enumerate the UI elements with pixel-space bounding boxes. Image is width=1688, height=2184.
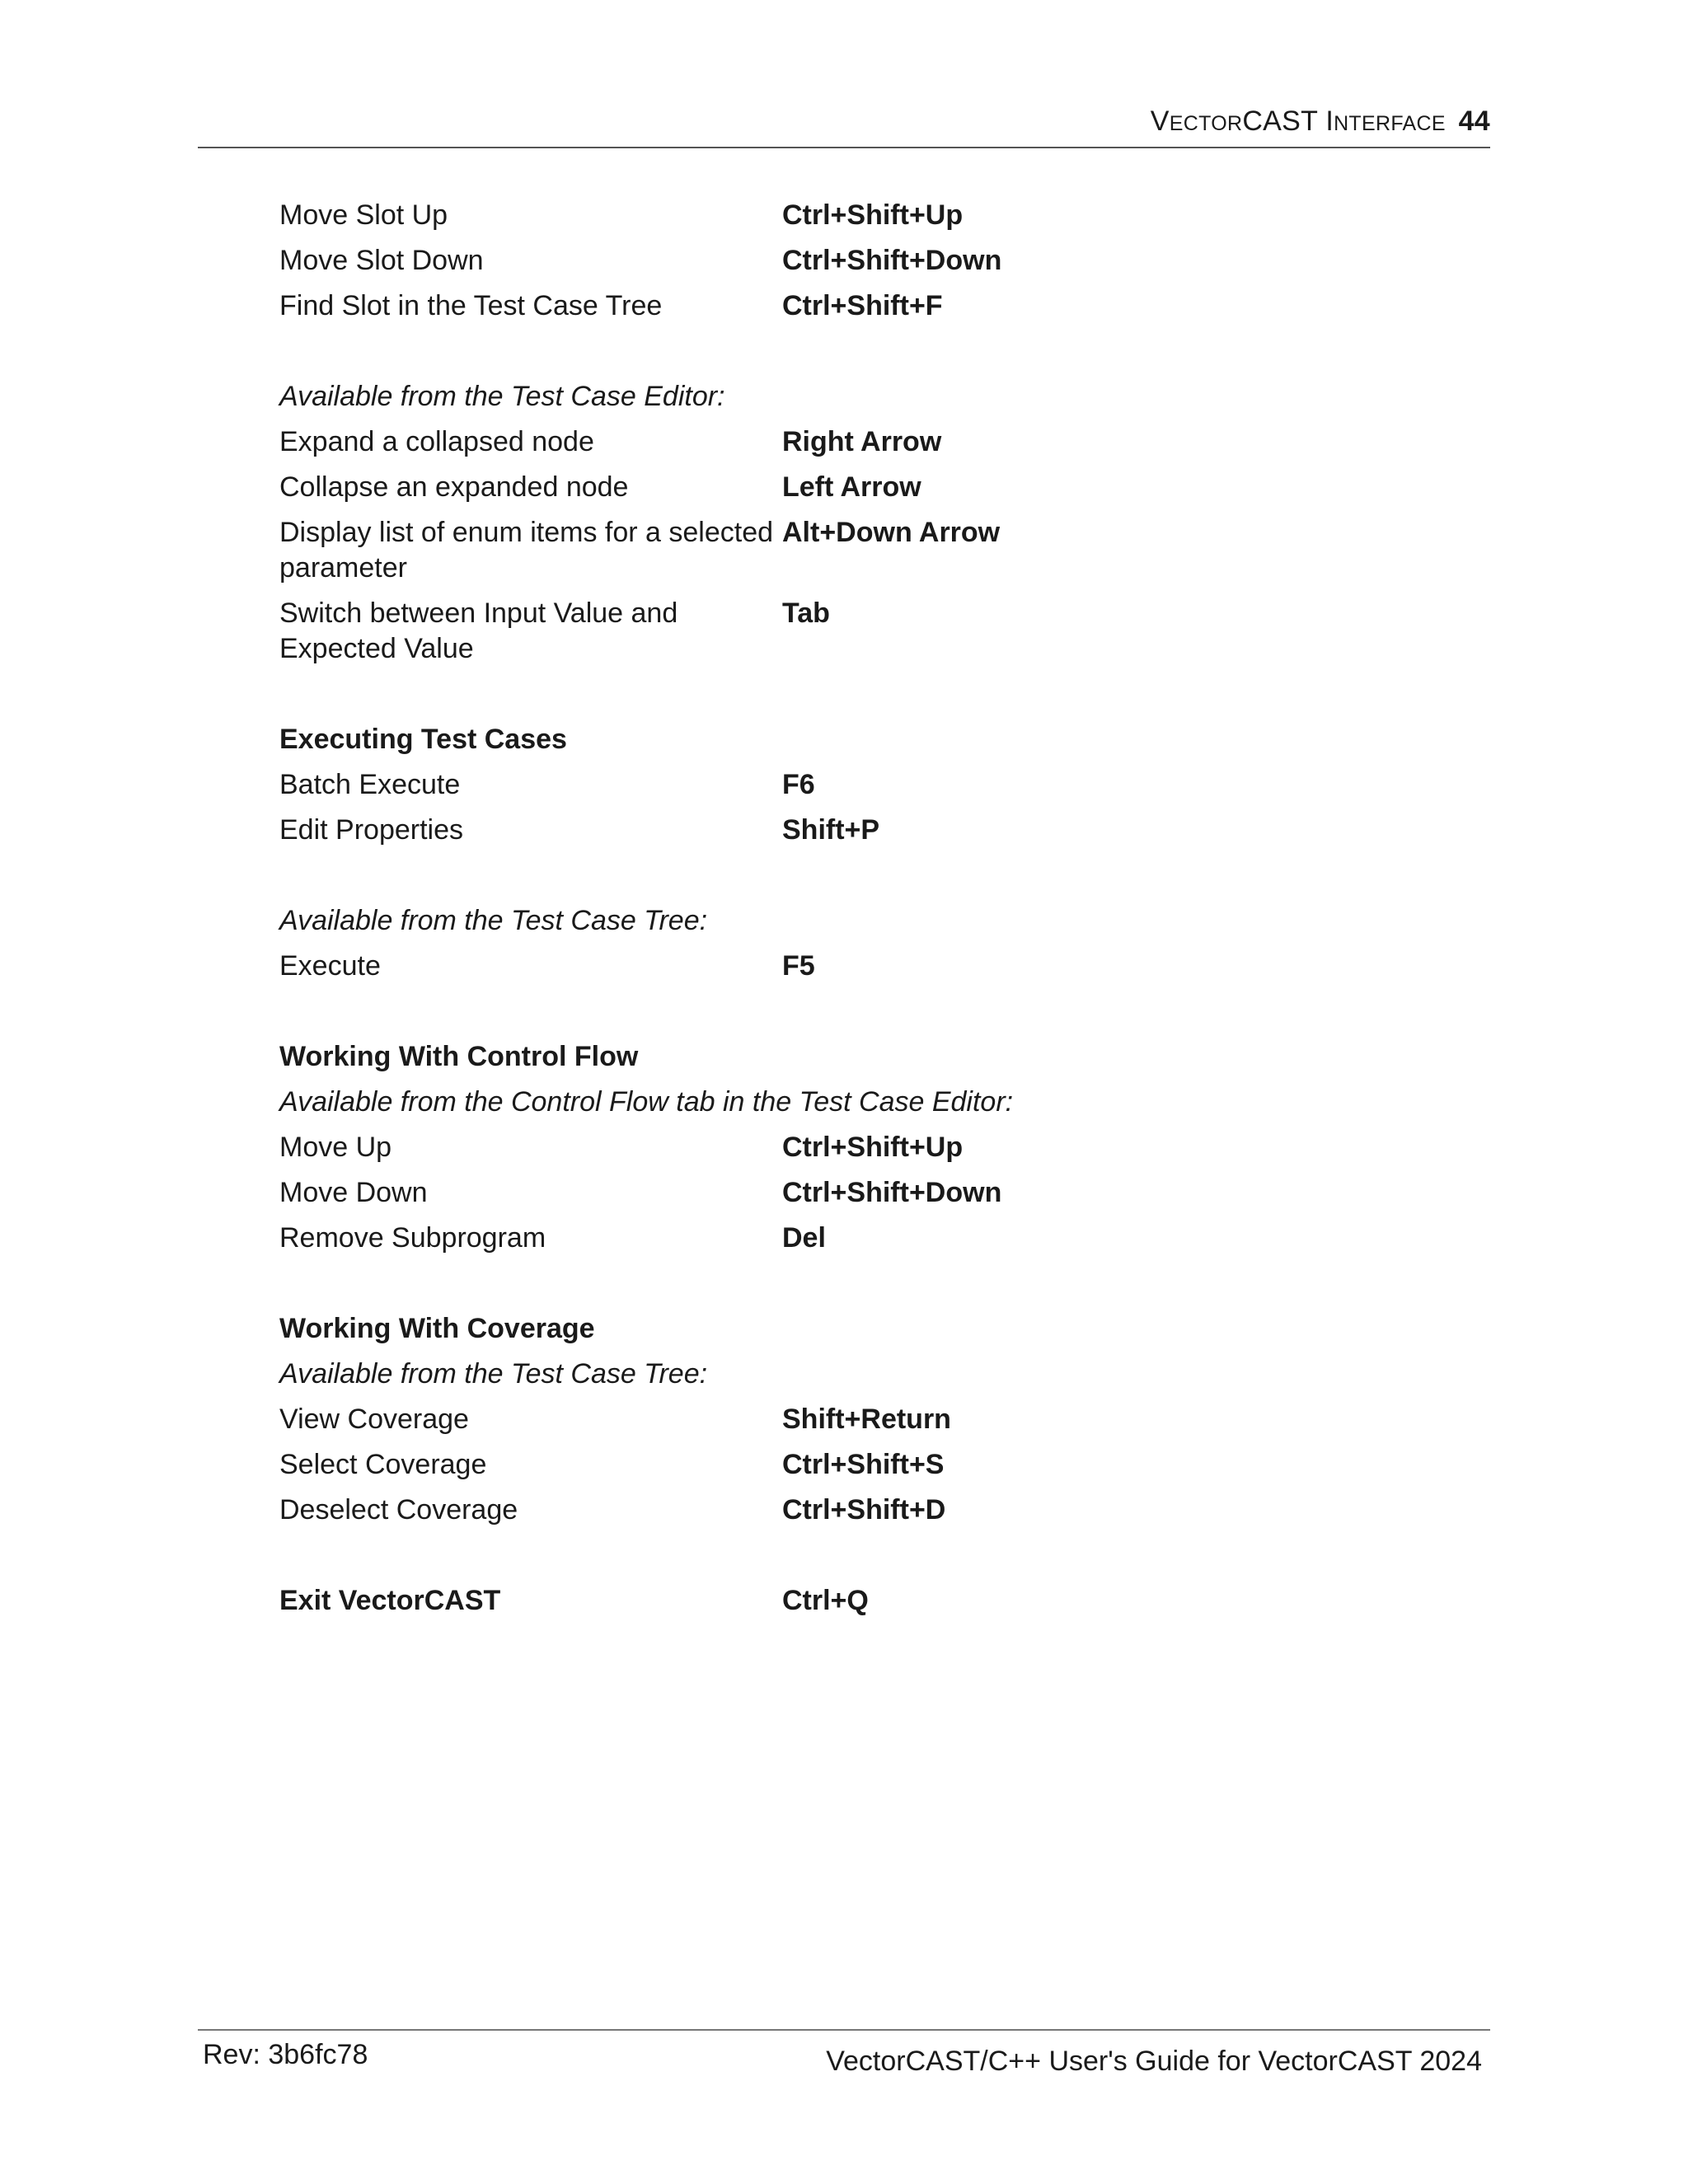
header-title-cast: CAST I <box>1242 105 1334 137</box>
shortcut-key: Ctrl+Shift+Up <box>782 1132 964 1163</box>
section-heading: Executing Test Cases <box>279 724 567 755</box>
shortcut-row <box>279 949 1351 984</box>
shortcut-description: Display list of enum items for a selected parameter <box>279 517 774 583</box>
section-spacer <box>279 994 1351 1039</box>
shortcut-row <box>279 243 1351 279</box>
shortcut-key: Del <box>782 1222 826 1254</box>
shortcut-row <box>279 470 1351 505</box>
revision-label: Rev: 3b6fc78 <box>203 2039 368 2070</box>
shortcut-key: Ctrl+Shift+D <box>782 1494 946 1526</box>
header-title-nterface: NTERFACE <box>1334 112 1446 135</box>
section-spacer <box>279 1266 1351 1311</box>
shortcut-row <box>279 1175 1351 1211</box>
shortcut-description: Move Slot Down <box>279 245 484 276</box>
shortcut-key: Ctrl+Shift+Down <box>782 1177 1002 1208</box>
shortcut-content <box>279 198 1351 1629</box>
shortcut-row <box>279 1402 1351 1437</box>
header-title-v: V <box>1150 105 1170 137</box>
availability-note: Available from the Test Case Tree: <box>279 1358 708 1390</box>
shortcut-description: View Coverage <box>279 1404 469 1435</box>
shortcut-description: Remove Subprogram <box>279 1222 546 1254</box>
shortcut-row <box>279 1130 1351 1165</box>
shortcut-key: F5 <box>782 950 815 982</box>
shortcut-row <box>279 198 1351 233</box>
section-heading: Working With Control Flow <box>279 1041 639 1072</box>
shortcut-key: Shift+Return <box>782 1404 951 1435</box>
header-divider <box>198 147 1490 148</box>
shortcut-row <box>279 288 1351 324</box>
shortcut-description: Batch Execute <box>279 769 461 800</box>
section-spacer <box>279 1538 1351 1583</box>
guide-title: VectorCAST/C++ User's Guide for VectorCAST 2024 <box>826 2046 1482 2077</box>
shortcut-row <box>279 515 1351 586</box>
shortcut-description: Deselect Coverage <box>279 1494 518 1526</box>
shortcut-key: Right Arrow <box>782 426 942 457</box>
shortcut-row <box>279 767 1351 803</box>
shortcut-key: Alt+Down Arrow <box>782 517 1001 548</box>
shortcut-key: Ctrl+Shift+Down <box>782 245 1002 276</box>
shortcut-key: Tab <box>782 598 830 629</box>
shortcut-description: Edit Properties <box>279 814 463 846</box>
shortcut-row <box>279 1583 1351 1619</box>
shortcut-description: Move Slot Up <box>279 199 448 231</box>
shortcut-description: Collapse an expanded node <box>279 471 629 503</box>
shortcut-description: Expand a collapsed node <box>279 426 594 457</box>
shortcut-description: Switch between Input Value and Expected Value <box>279 598 678 664</box>
section-spacer <box>279 858 1351 903</box>
shortcut-row <box>279 424 1351 460</box>
availability-note: Available from the Test Case Editor: <box>279 381 725 412</box>
shortcut-description: Move Up <box>279 1132 392 1163</box>
shortcut-row <box>279 813 1351 848</box>
page-header <box>1151 105 1490 138</box>
shortcut-key: Ctrl+Q <box>782 1585 869 1616</box>
shortcut-description: Execute <box>279 950 381 982</box>
section-spacer <box>279 334 1351 379</box>
availability-note: Available from the Control Flow tab in the Test Case Editor: <box>279 1086 1014 1118</box>
shortcut-row <box>279 1493 1351 1528</box>
shortcut-key: Left Arrow <box>782 471 921 503</box>
footer-divider <box>198 2029 1490 2031</box>
shortcut-row <box>279 596 1351 667</box>
shortcut-key: Ctrl+Shift+F <box>782 290 943 321</box>
shortcut-description: Select Coverage <box>279 1449 487 1480</box>
shortcut-description: Move Down <box>279 1177 428 1208</box>
shortcut-key: Shift+P <box>782 814 880 846</box>
section-heading: Working With Coverage <box>279 1313 595 1344</box>
shortcut-key: F6 <box>782 769 815 800</box>
availability-note: Available from the Test Case Tree: <box>279 905 708 936</box>
shortcut-description: Exit VectorCAST <box>279 1585 501 1616</box>
shortcut-row <box>279 1221 1351 1256</box>
shortcut-row <box>279 1447 1351 1483</box>
shortcut-key: Ctrl+Shift+Up <box>782 199 964 231</box>
shortcut-description: Find Slot in the Test Case Tree <box>279 290 663 321</box>
header-title-ector: ECTOR <box>1169 112 1243 135</box>
shortcut-key: Ctrl+Shift+S <box>782 1449 945 1480</box>
section-spacer <box>279 677 1351 722</box>
page-number: 44 <box>1458 105 1490 137</box>
